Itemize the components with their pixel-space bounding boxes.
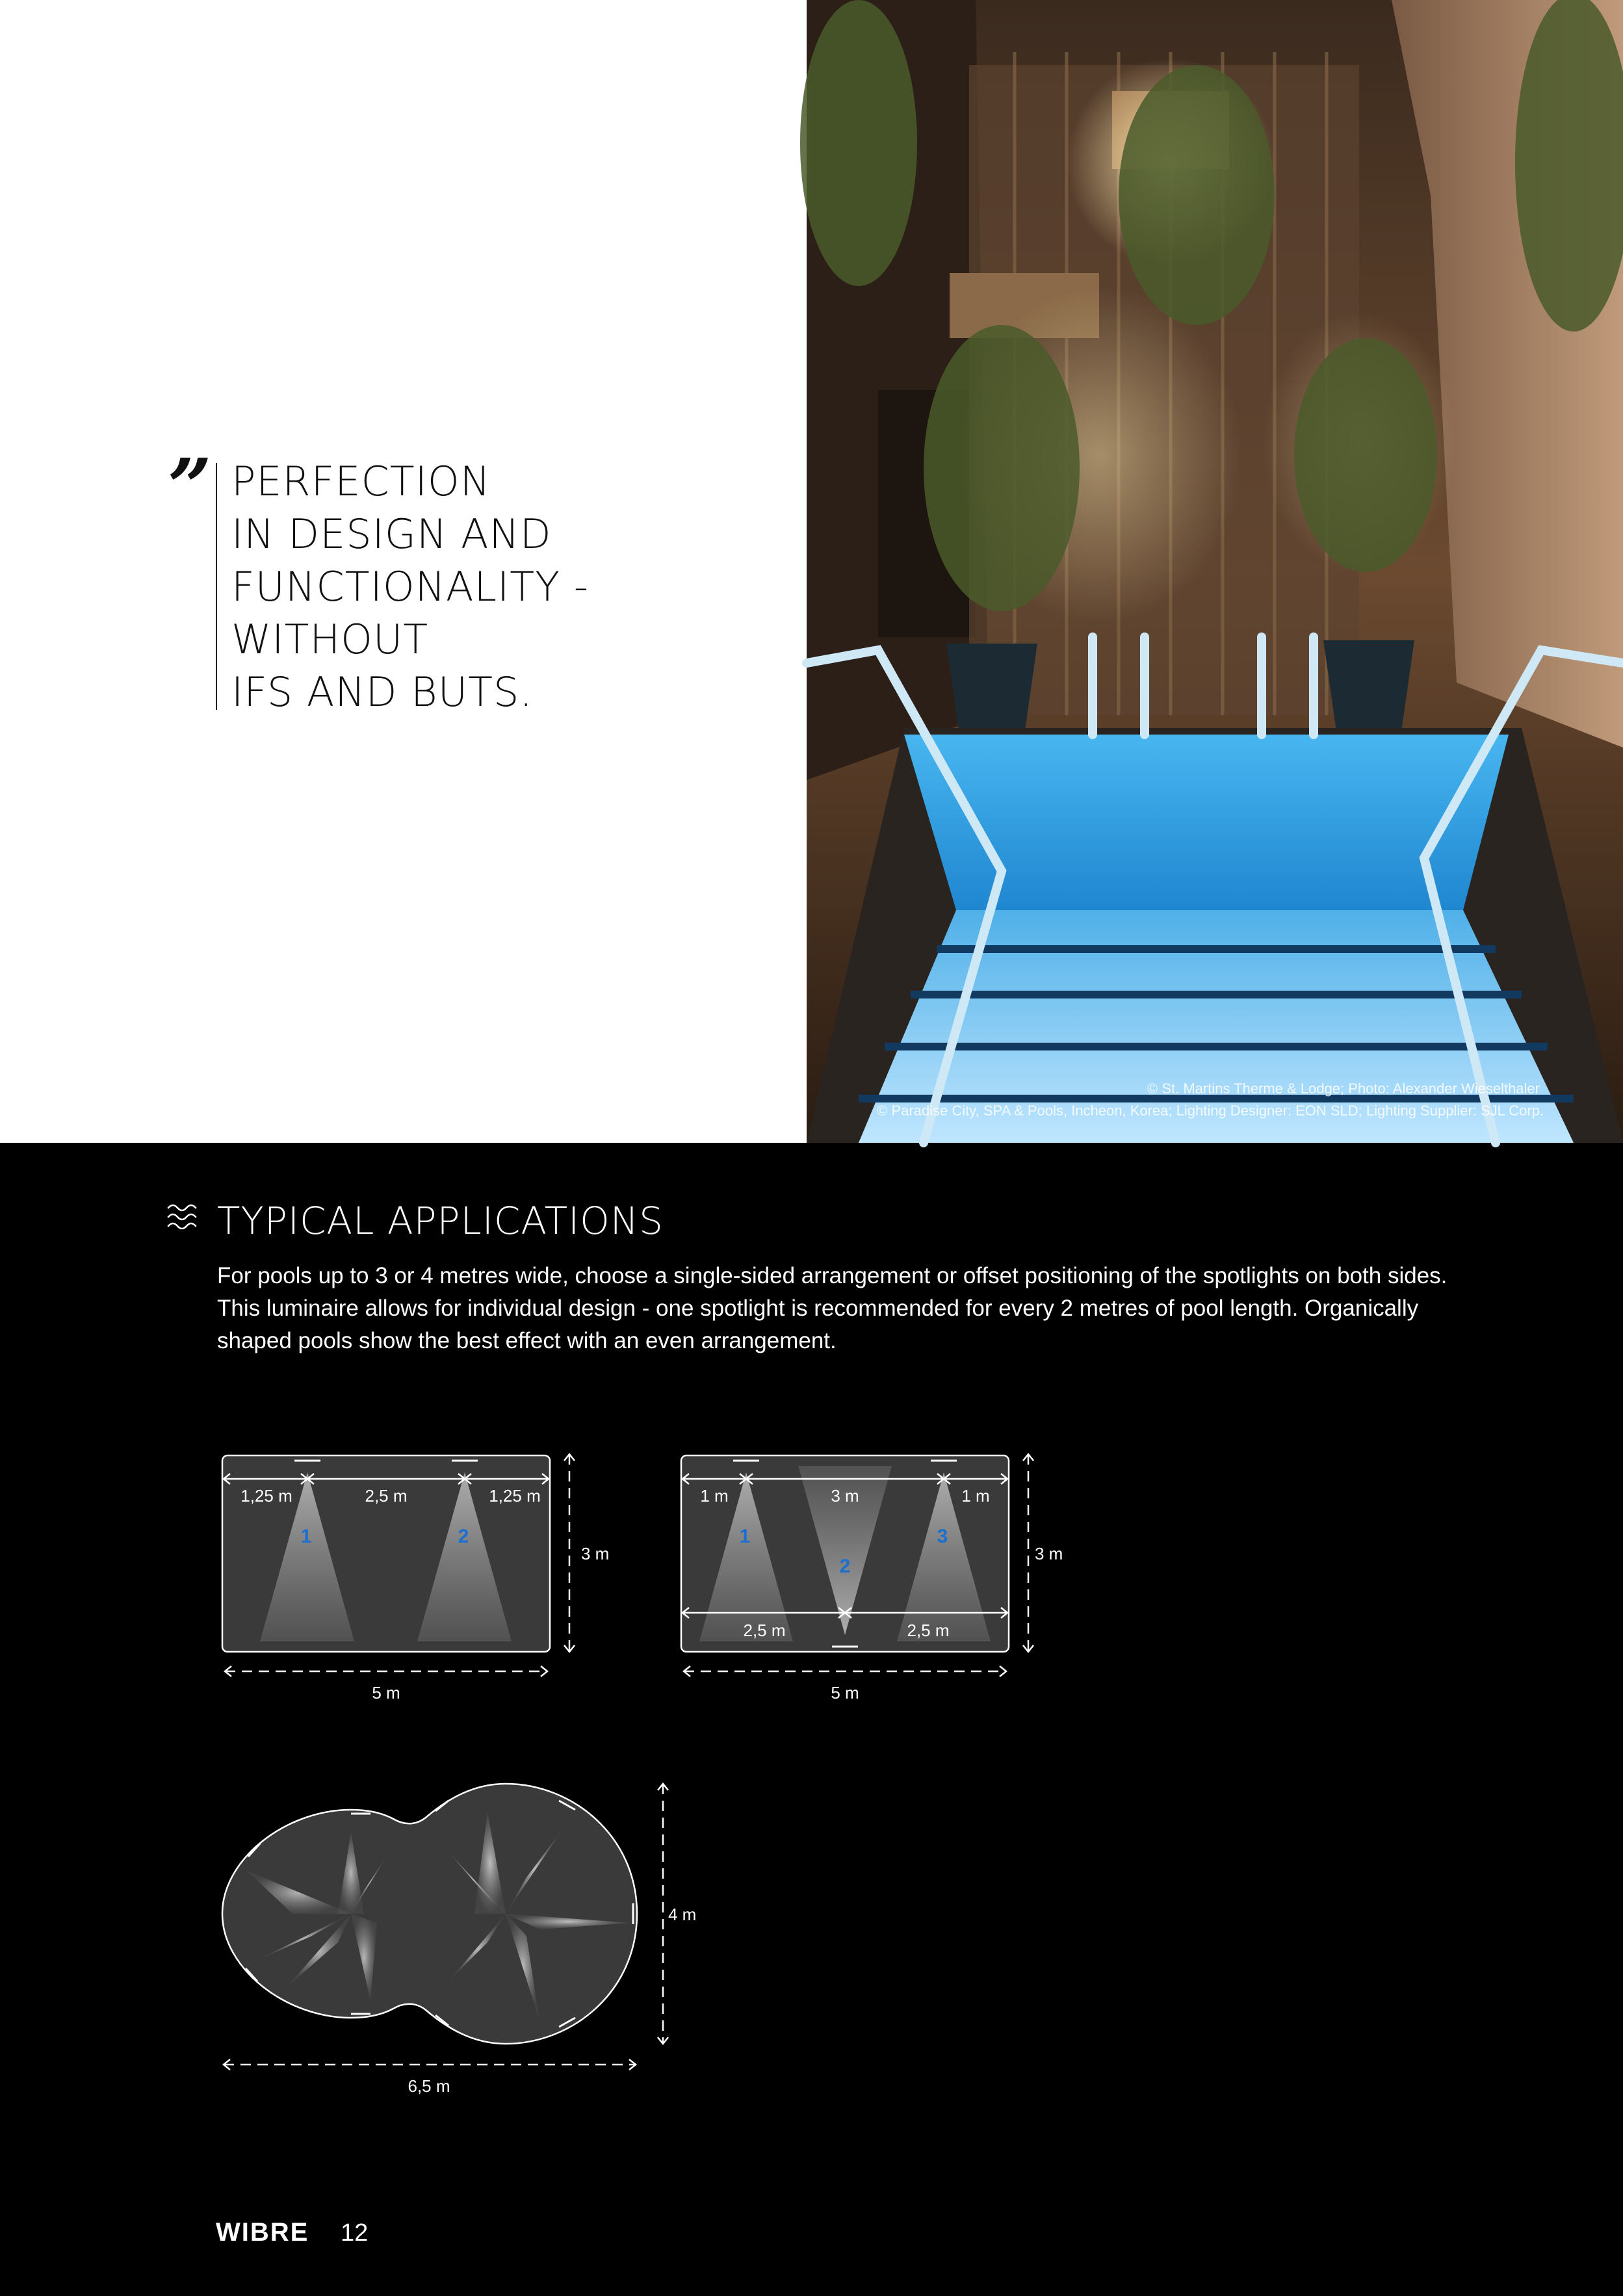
body-line: For pools up to 3 or 4 metres wide, choose a single-sided arrangement or offset positioning of the spotlights on both sides. bbox=[217, 1263, 1448, 1288]
waves-icon bbox=[166, 1201, 200, 1234]
photo-credit: © Paradise City, SPA & Pools, Incheon, Korea; Lighting Designer: EON SLD; Lighting Supplier: SJL Corp. bbox=[877, 1102, 1544, 1119]
section-title: TYPICAL APPLICATIONS bbox=[217, 1199, 664, 1243]
dimension-height: 4 m bbox=[668, 1905, 697, 1924]
diagram-single-sided bbox=[214, 1446, 610, 1723]
page-number: 12 bbox=[341, 2219, 369, 2247]
pool-photo bbox=[807, 0, 1623, 1143]
pool-photo-illustration bbox=[807, 0, 1623, 1143]
brand-logo: WIBRE bbox=[216, 2218, 309, 2247]
diagram-single-sided-svg bbox=[214, 1446, 610, 1719]
spotlight-number: 3 bbox=[937, 1526, 948, 1547]
dimension-height: 3 m bbox=[1035, 1544, 1063, 1563]
diagram-organic-pool-svg bbox=[214, 1773, 721, 2111]
quote-line: FUNCTIONALITY - bbox=[231, 563, 590, 610]
spotlight-number: 2 bbox=[839, 1556, 851, 1577]
gap-label: 2,5 m bbox=[365, 1486, 408, 1506]
gap-label: 3 m bbox=[831, 1486, 859, 1506]
spotlight-number: 1 bbox=[739, 1526, 751, 1547]
gap-label: 1 m bbox=[700, 1486, 729, 1506]
dimension-width: 6,5 m bbox=[408, 2076, 450, 2096]
pool-outline bbox=[222, 1784, 637, 2044]
quote-line: IN DESIGN AND bbox=[231, 510, 552, 558]
dimension-width: 5 m bbox=[831, 1683, 859, 1702]
diagram-organic-pool bbox=[214, 1773, 721, 2115]
quote-line: IFS AND BUTS. bbox=[231, 668, 534, 716]
diagram-offset-both-sides-svg bbox=[673, 1446, 1063, 1719]
body-line: shaped pools show the best effect with an even arrangement. bbox=[217, 1328, 837, 1353]
gap-label: 2,5 m bbox=[743, 1621, 786, 1640]
diagram-offset-both-sides bbox=[673, 1446, 1063, 1723]
section-body bbox=[217, 1260, 1472, 1357]
quote-line: WITHOUT bbox=[231, 616, 429, 663]
quote-line: PERFECTION bbox=[231, 458, 491, 505]
quote-divider bbox=[216, 463, 217, 710]
photo-credit: © St. Martins Therme & Lodge; Photo: Alexander Wieselthaler bbox=[1147, 1080, 1540, 1097]
gap-label: 2,5 m bbox=[907, 1621, 950, 1640]
spotlight-number: 1 bbox=[300, 1526, 312, 1547]
gap-label: 1 m bbox=[961, 1486, 990, 1506]
spotlight-number: 2 bbox=[458, 1526, 469, 1547]
pull-quote bbox=[231, 455, 589, 718]
quote-mark: ” bbox=[168, 441, 212, 532]
dimension-height: 3 m bbox=[581, 1544, 610, 1563]
body-line: This luminaire allows for individual design - one spotlight is recommended for every 2 metres of pool length. Organically bbox=[217, 1296, 1419, 1321]
gap-label: 1,25 m bbox=[489, 1486, 541, 1506]
gap-label: 1,25 m bbox=[240, 1486, 292, 1506]
dimension-width: 5 m bbox=[372, 1683, 400, 1702]
